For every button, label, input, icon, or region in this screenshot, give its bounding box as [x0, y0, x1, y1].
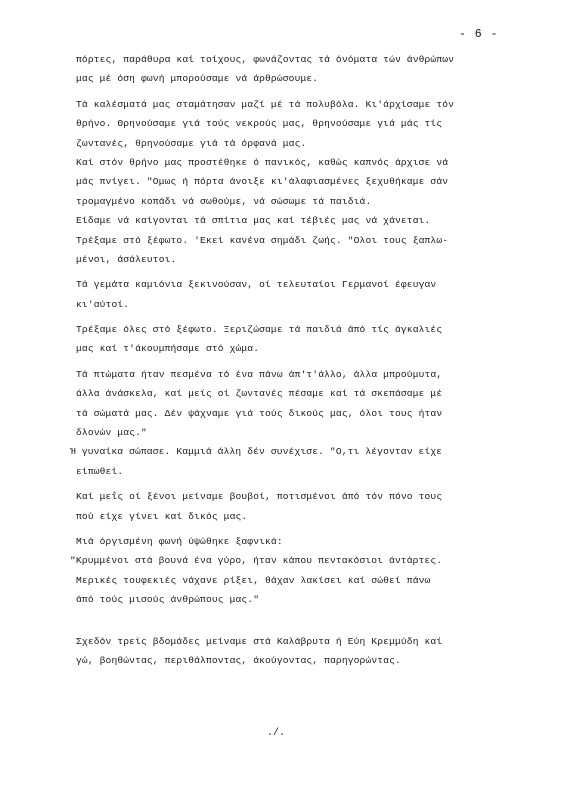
text-line: Ή γυναίκα σώπασε. Καμμιά άλλη δέν συνέχισε. "Ο,τι λέγονταν είχε — [70, 446, 443, 458]
text-line: Τά πτώματα ήταν πεσμένα τό ένα πάνω άπ'τ'άλλο, άλλα μπρούμυτα, — [76, 368, 443, 380]
text-line: δλονών μας." — [76, 427, 147, 439]
text-line: γώ, βοηθώντας, περιθάλποντας, άκούγοντας, παρηγορώντας. — [76, 654, 401, 666]
text-line: μας καί τ'άκουμπήσαμε στό χώμα. — [76, 343, 260, 355]
text-line: Μιά όργισμένη φωνή ύψώθηκε ξαφνικά: — [76, 535, 283, 547]
text-line: άλλα άνάσκελα, καί μεϊς οί ζωντανές πέσαμε καί τά σκεπάσαμε μέ — [76, 388, 443, 400]
text-line: Σχεδόν τρεϊς βδομάδες μείναμε στά Καλάβρυτα ή Εύη Κρεμμύδη καί — [76, 635, 443, 647]
text-line: Καί στόν θρήνο μας προστέθηκε ό πανικός, καθώς καπνός άρχισε νά — [76, 156, 449, 168]
text-line: είπωθεί. — [76, 465, 124, 477]
text-line: πού είχε γίνει καί δικός μας. — [76, 510, 248, 522]
text-line: άπό τούς μισούς άνθρώπους μας." — [76, 594, 260, 606]
text-line: "Κρυμμένοι στά βουνά ένα γύρο, ήταν κάπου πεντακόσιοι άντάρτες. — [70, 555, 443, 567]
text-line: Καί μεΐς οί ξένοι μείναμε βουβοί, ποτισμένοι άπό τόν πόνο τους — [76, 491, 443, 503]
text-line: Τρέξαμε όλες στό ξέφωτο. Ξεριζώσαμε τά παιδιά άπό τίς άγκαλιές — [76, 324, 443, 336]
text-line: πόρτες, παράθυρα καί τοίχους, φωνάζοντας τά όνόματα τών άνθρώπων — [76, 54, 455, 65]
page-number: - 6 - — [459, 28, 499, 41]
text-line: τρομαγμένο κοπάδι νά σωθούμε, νά σώσωμε τά παιδιά. — [76, 195, 372, 207]
continuation-mark: ./. — [267, 728, 286, 739]
text-line: Είδαμε νά καίγονται τά σπίτια μας καί τέβιές μας νά χάνεται. — [76, 215, 431, 227]
text-line: μάς πνίγει. "Ομως ή πόρτα άνοιξε κι'άλαφιασμένες ξεχυθήκαμε σάν — [76, 176, 449, 188]
text-line: Τά γεμάτα καμιόνια ξεκινούσαν, οί τελευταίοι Γερμανοί έφευγαν — [76, 279, 437, 291]
text-line: μένοι, άσάλευτοι. — [76, 253, 177, 265]
text-line: κι'αύτοί. — [76, 298, 130, 310]
text-line: θρήνο. Θρηνούσαμε γιά τούς νεκρούς μας, θρηνούσαμε γιά μάς τίς — [76, 118, 443, 130]
body-text — [70, 50, 546, 670]
text-line: μας μέ όση φωνή μπορούσαμε νά άρθρώσουμε. — [76, 73, 319, 85]
text-line: ζωντανές, θρηνούσαμε γιά τά όρφανά μας. — [76, 137, 307, 149]
text-line: τά σώματά μας. Δέν ψάχναμε γιά τούς δικούς μας, όλοι τους ήταν — [76, 407, 443, 419]
text-line: Τρέξαμε στό ξέφωτο. 'Εκεί κανένα σημάδι ζωής. "Ολοι τους ξαπλω- — [76, 234, 449, 246]
text-line: Μερικές τουφεκιές νάχανε ρίξει, θάχαν λακίσει καί σώθεί πάνω — [76, 574, 431, 586]
text-line: Τά καλέσματά μας σταμάτησαν μαζί μέ τά πολυβόλα. Κι'άρχίσαμε τόν — [76, 98, 455, 110]
